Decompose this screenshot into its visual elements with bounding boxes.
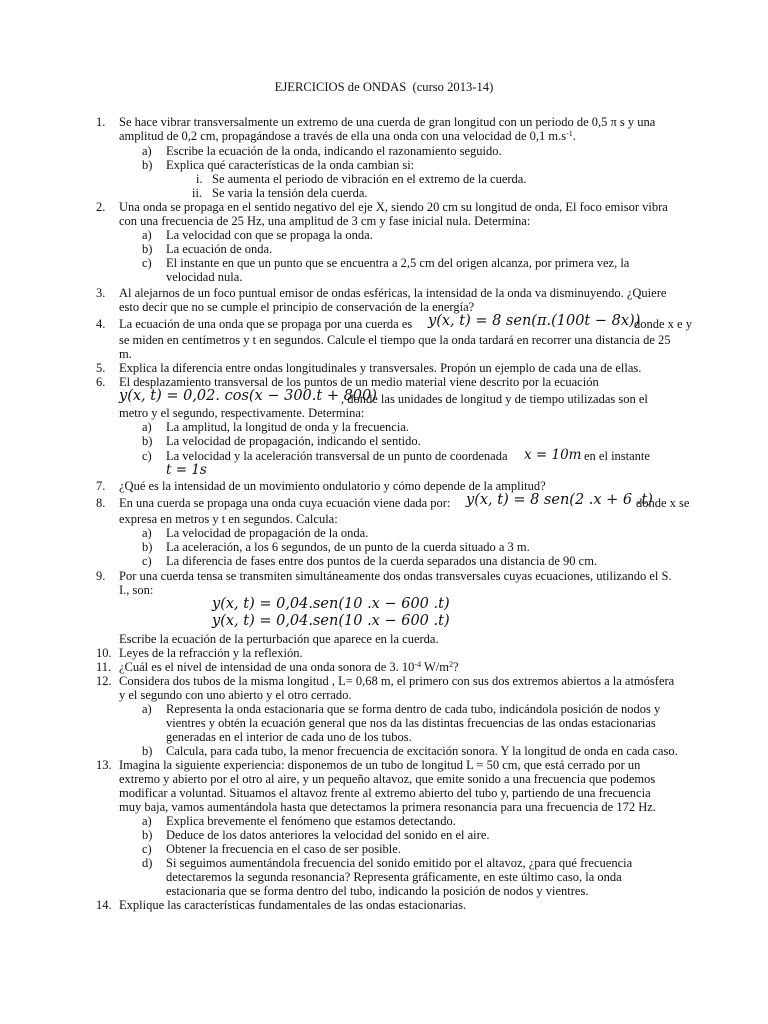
exercise-number: 11. — [96, 660, 112, 674]
exercise-number: 3. — [96, 286, 106, 300]
exercise-text: con una frecuencia de 25 Hz, una amplitud de 3 cm y fase inicial nula. Determina: — [119, 214, 531, 228]
exercise-text: y el segundo con uno abierto y el otro cerrado. — [119, 688, 352, 702]
exercise-text: Por una cuerda tensa se transmiten simultáneamente dos ondas transversales cuyas ecuaciones, utilizando el S. — [119, 569, 672, 583]
subitem-marker: c) — [142, 256, 152, 270]
subitem-marker: a) — [142, 420, 152, 434]
exercise-text: El desplazamiento transversal de los puntos de un medio material viene descrito por la ecuación — [119, 375, 599, 389]
subitem-marker: b) — [142, 242, 153, 256]
exercise-text: Una onda se propaga en el sentido negativo del eje X, siendo 20 cm su longitud de onda, El foco emisor vibra — [119, 200, 668, 214]
wave-equation: y(x, t) = 0,04.sen(10 .x − 600 .t) — [212, 613, 450, 629]
subitem-marker: c) — [142, 449, 152, 463]
exercise-text: Explica la diferencia entre ondas longitudinales y transversales. Propón un ejemplo de cada una de ellas. — [119, 361, 642, 375]
subitem-text: La velocidad con que se propaga la onda. — [166, 228, 373, 242]
subitem-text: La amplitud, la longitud de onda y la frecuencia. — [166, 420, 409, 434]
exercise-number: 9. — [96, 569, 106, 583]
exercise-number: 10. — [96, 646, 112, 660]
subitem-text: Obtener la frecuencia en el caso de ser posible. — [166, 842, 401, 856]
subitem-marker: a) — [142, 228, 152, 242]
exercise-text: , donde las unidades de longitud y de tiempo utilizadas son el — [341, 392, 648, 406]
exercise-number: 6. — [96, 375, 106, 389]
exercise-text: Se hace vibrar transversalmente un extremo de una cuerda de gran longitud con un periodo de 0,5 π s y una — [119, 115, 656, 129]
subitem-marker: a) — [142, 702, 152, 716]
exercise-number: 12. — [96, 674, 112, 688]
roman-text: Se aumenta el periodo de vibración en el extremo de la cuerda. — [212, 172, 527, 186]
exercise-number: 5. — [96, 361, 106, 375]
exercise-text: extremo y abierto por el otro al aire, y un pequeño altavoz, que emite sonido a una frecuencia que podemos — [119, 772, 656, 786]
exercise-text: m. — [119, 347, 132, 361]
roman-marker: i. — [196, 172, 203, 186]
subitem-marker: c) — [142, 554, 152, 568]
subitem-text: Representa la onda estacionaria que se forma dentro de cada tubo, indicándola posición de nodos y — [166, 702, 661, 716]
subitem-text: La aceleración, a los 6 segundos, de un punto de la cuerda situado a 3 m. — [166, 540, 530, 554]
wave-equation: y(x, t) = 0,02. cos(x − 300.t + 800) — [119, 388, 377, 404]
subitem-text: El instante en que un punto que se encuentra a 2,5 cm del origen alcanza, por primera vez, la — [166, 256, 630, 270]
subitem-marker: d) — [142, 856, 153, 870]
subitem-text: Si seguimos aumentándola frecuencia del sonido emitido por el altavoz, ¿para qué frecuencia — [166, 856, 633, 870]
exercise-number: 8. — [96, 496, 106, 510]
exercise-number: 14. — [96, 898, 112, 912]
exercise-text: Escribe la ecuación de la perturbación que aparece en la cuerda. — [119, 632, 439, 646]
subitem-marker: b) — [142, 744, 153, 758]
subitem-text: Escribe la ecuación de la onda, indicando el razonamiento seguido. — [166, 144, 502, 158]
wave-equation: y(x, t) = 8 sen(π.(100t − 8x)) — [428, 313, 641, 329]
exercise-text: En una cuerda se propaga una onda cuya ecuación viene dada por: — [119, 496, 451, 510]
subitem-marker: b) — [142, 540, 153, 554]
time-equation: t = 1s — [166, 462, 207, 478]
wave-equation: y(x, t) = 8 sen(2 .x + 6 .t) — [466, 492, 653, 508]
exercise-number: 2. — [96, 200, 106, 214]
exercise-text: metro y el segundo, respectivamente. Determina: — [119, 406, 365, 420]
subitem-text: generadas en el interior de cada uno de los tubos. — [166, 730, 412, 744]
subitem-marker: b) — [142, 158, 153, 172]
subitem-marker: b) — [142, 434, 153, 448]
subitem-text: Explica qué características de la onda cambian si: — [166, 158, 415, 172]
exercise-number: 13. — [96, 758, 112, 772]
exercise-text: amplitud de 0,2 cm, propagándose a través de ella una onda con una velocidad de 0,1 $m.s^{-1}$. — [119, 129, 576, 143]
exercise-text: donde x e y — [634, 317, 692, 331]
exercise-text: donde x se — [636, 496, 690, 510]
page-title: EJERCICIOS de ONDAS (curso 2013-14) — [274, 80, 494, 94]
exercise-text: I., son: — [119, 583, 154, 597]
subitem-marker: a) — [142, 526, 152, 540]
exercise-text: Leyes de la refracción y la reflexión. — [119, 646, 303, 660]
exercise-text: se miden en centímetros y t en segundos. Calcule el tiempo que la onda tardará en recorrer una distancia de 25 — [119, 333, 671, 347]
exercise-text: ¿Qué es la intensidad de un movimiento ondulatorio y cómo depende de la amplitud? — [119, 479, 546, 493]
subitem-text: La diferencia de fases entre dos puntos de la cuerda separados una distancia de 90 cm. — [166, 554, 598, 568]
subitem-text: La velocidad de propagación de la onda. — [166, 526, 369, 540]
roman-marker: ii. — [192, 186, 203, 200]
exercise-text: modificar a voluntad. Situamos el altavoz frente al extremo abierto del tubo y, partiendo de una frecuencia — [119, 786, 651, 800]
subitem-marker: a) — [142, 814, 152, 828]
subitem-marker: a) — [142, 144, 152, 158]
subitem-marker: b) — [142, 828, 153, 842]
subitem-text: Calcula, para cada tubo, la menor frecuencia de excitación sonora. Y la longitud de onda en cada caso. — [166, 744, 678, 758]
subitem-text: velocidad nula. — [166, 270, 243, 284]
exercise-text: Al alejarnos de un foco puntual emisor de ondas esféricas, la intensidad de la onda va disminuyendo. ¿Quiere — [119, 286, 667, 300]
subitem-text: La ecuación de onda. — [166, 242, 273, 256]
exercise-number: 4. — [96, 317, 106, 331]
exercise-number: 1. — [96, 115, 106, 129]
exercise-text: Considera dos tubos de la misma longitud , L= 0,68 m, el primero con sus dos extremos abiertos a la atmósfera — [119, 674, 675, 688]
roman-text: Se varia la tensión dela cuerda. — [212, 186, 368, 200]
subitem-text: Explica brevemente el fenómeno que estamos detectando. — [166, 814, 456, 828]
subitem-text: en el instante — [584, 449, 650, 463]
exercise-text: Imagina la siguiente experiencia: disponemos de un tubo de longitud L = 50 cm, que está cerrado por un — [119, 758, 641, 772]
exercise-text: La ecuación de una onda que se propaga por una cuerda es — [119, 317, 413, 331]
subitem-text: Deduce de los datos anteriores la velocidad del sonido en el aire. — [166, 828, 490, 842]
exercise-text: esto decir que no se cumple el principio de conservación de la energía? — [119, 300, 475, 314]
subitem-text: La velocidad y la aceleración transversal de un punto de coordenada — [166, 449, 508, 463]
exercise-text: ¿Cuál es el nivel de intensidad de una onda sonora de 3. $10^{-4}$ $W/m^2$? — [119, 660, 459, 674]
wave-equation: y(x, t) = 0,04.sen(10 .x − 600 .t) — [212, 596, 450, 612]
exercise-text: expresa en metros y t en segundos. Calcula: — [119, 512, 338, 526]
exercise-number: 7. — [96, 479, 106, 493]
exercise-text: Explique las características fundamentales de las ondas estacionarias. — [119, 898, 467, 912]
coordinate-equation: x = 10m — [524, 447, 582, 463]
subitem-text: La velocidad de propagación, indicando el sentido. — [166, 434, 421, 448]
subitem-text: detectaremos la segunda resonancia? Representa gráficamente, en este último caso, la onda — [166, 870, 622, 884]
subitem-text: vientres y obtén la ecuación general que nos da las distintas frecuencias de las ondas estacionarias — [166, 716, 656, 730]
subitem-text: estacionaria que se forma dentro del tubo, indicando la posición de nodos y vientres. — [166, 884, 589, 898]
subitem-marker: c) — [142, 842, 152, 856]
exercise-text: muy baja, vamos aumentándola hasta que detectamos la primera resonancia para una frecuencia de 172 Hz. — [119, 800, 656, 814]
